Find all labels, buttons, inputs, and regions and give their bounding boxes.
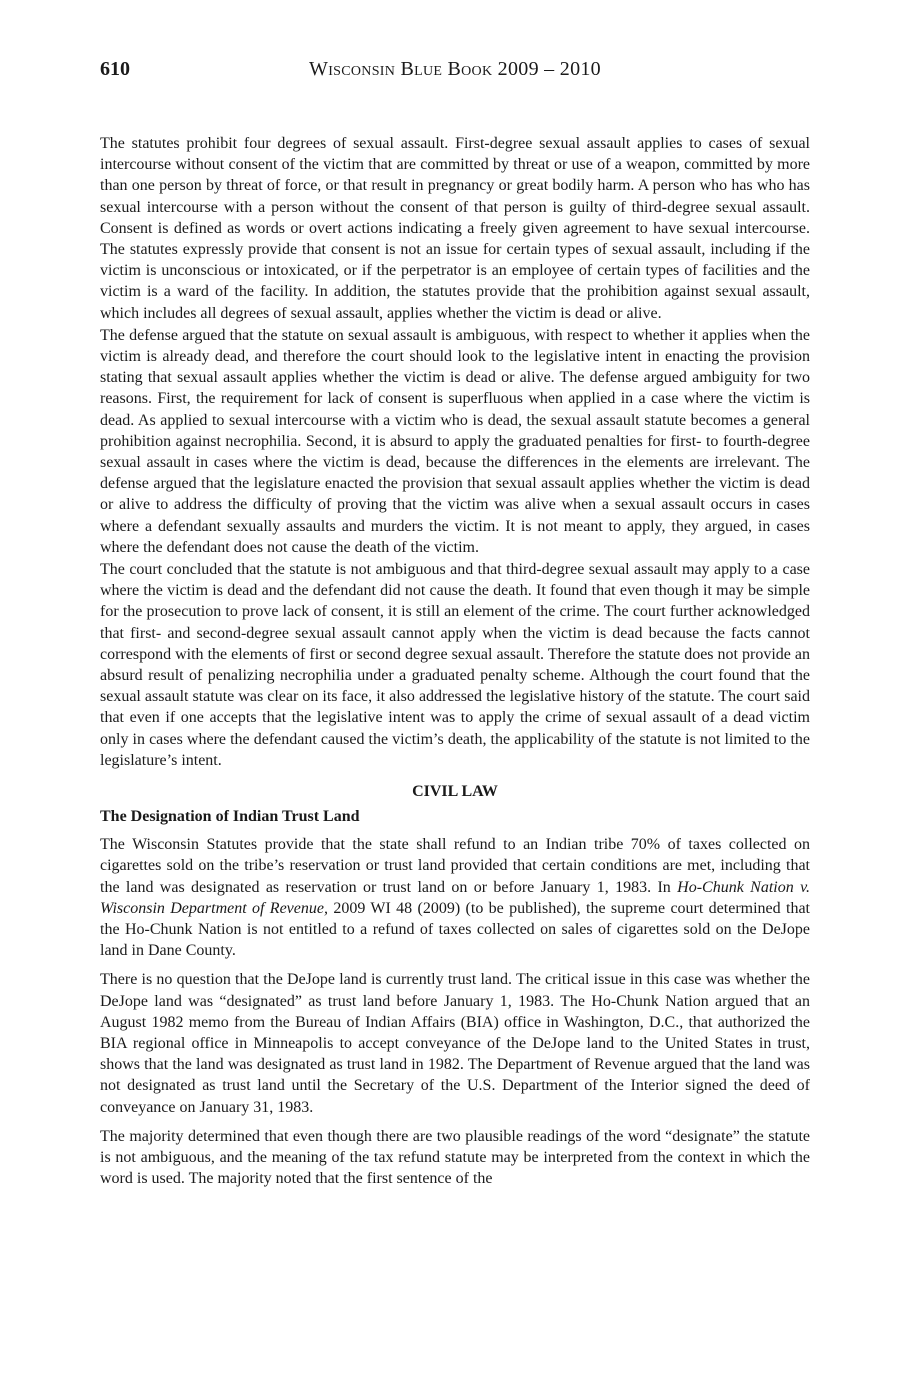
- paragraph: There is no question that the DeJope land is currently trust land. The critical issue in this case was whether the DeJope land was “designated” as trust land before January 1, 1983. The Ho-Chunk Nation argued that an August 1982 memo from the Bureau of Indian Affairs (BIA) office in Washington, D.C., that authorized the BIA regional office in Minneapolis to accept conveyance of the DeJope land to the United States in trust, shows that the land was designated as trust land in 1982. The Department of Revenue argued that the land was not designated as trust land until the Secretary of the U.S. Department of the Interior signed the deed of conveyance on January 31, 1983.: [100, 971, 810, 1116]
- paragraph: The court concluded that the statute is not ambiguous and that third-degree sexual assault may apply to a case where the victim is dead and the defendant did not cause the death. It found that even though it may be simple for the prosecution to prove lack of consent, it is still an element of the crime. The court further acknowledged that first- and second-degree sexual assault cannot apply when the victim is dead because the facts cannot correspond with the elements of first or second degree sexual assault. Therefore the statute does not provide an absurd result of penalizing necrophilia under a graduated penalty scheme. Although the court found that the sexual assault statute was clear on its face, it also addressed the legislative history of the statute. The court said that even if one accepts that the legislative intent was to apply the crime of sexual assault of a dead victim only in cases where the defendant caused the victim’s death, the applicability of the statute is not limited to the legislature’s intent.: [100, 561, 810, 769]
- page-number: 610: [100, 58, 130, 80]
- paragraph-text: The Wisconsin Statutes provide that the state shall refund to an Indian tribe 70% of taxes collected on cigarettes sold on the tribe’s reservation or trust land provided that certain conditions are met, including that the land was designated as reservation or trust land on or before January 1, 1983. In: [100, 836, 810, 896]
- paragraph: The statutes prohibit four degrees of sexual assault. First-degree sexual assault applies to cases of sexual intercourse without consent of the victim that are committed by threat or use of a weapon, committed by more than one person by threat of force, or that result in pregnancy or great bodily harm. A person who has who has sexual intercourse with a person without the consent of that person is guilty of third-degree sexual assault. Consent is defined as words or overt actions indicating a freely given agreement to have sexual intercourse. The statutes expressly provide that consent is not an issue for certain types of sexual assault, including if the victim is unconscious or intoxicated, or if the perpetrator is an employee of certain types of facilities and the victim is a ward of the facility. In addition, the statutes provide that the prohibition against sexual assault, which includes all degrees of sexual assault, applies whether the victim is dead or alive.: [100, 135, 810, 322]
- paragraph: The defense argued that the statute on sexual assault is ambiguous, with respect to whether it applies when the victim is already dead, and therefore the court should look to the legislative intent in enacting the provision stating that sexual assault applies whether the victim is dead or alive. The defense argued ambiguity for two reasons. First, the requirement for lack of consent is superfluous when applied in a case where the victim is dead. As applied to sexual intercourse with a victim who is dead, the sexual assault statute becomes a general prohibition against necrophilia. Second, it is absurd to apply the graduated penalties for first- to fourth-degree sexual assault in cases where the victim is dead, because the differences in the elements are irrelevant. The defense argued that the legislature enacted the provision that sexual assault applies whether the victim is dead or alive to address the difficulty of proving that the victim was alive when a sexual assault occurs in cases where a defendant sexually assaults and murders the victim. It is not meant to apply, they argued, in cases where the defendant does not cause the death of the victim.: [100, 326, 810, 556]
- paragraph-text: 2009 WI 48 (2009) (to be published), the supreme court determined that the Ho-Chunk Nation is not entitled to a refund of taxes collected on sales of cigarettes sold on the DeJope land in Dane County.: [100, 899, 810, 960]
- subheading: The Designation of Indian Trust Land: [100, 808, 360, 826]
- page-header: [100, 55, 810, 83]
- case-citation: Ho-Chunk Nation v. Wisconsin Department of Revenue,: [100, 878, 810, 917]
- body-text: [100, 133, 810, 1189]
- paragraph: The majority determined that even though there are two plausible readings of the word “designate” the statute is not ambiguous, and the meaning of the tax refund statute may be interpreted from the context in which the word is used. The majority noted that the first sentence of the: [100, 1127, 810, 1188]
- paragraph: [100, 834, 810, 961]
- running-title: Wisconsin Blue Book 2009 – 2010: [309, 58, 601, 80]
- section-heading: CIVIL LAW: [412, 783, 498, 801]
